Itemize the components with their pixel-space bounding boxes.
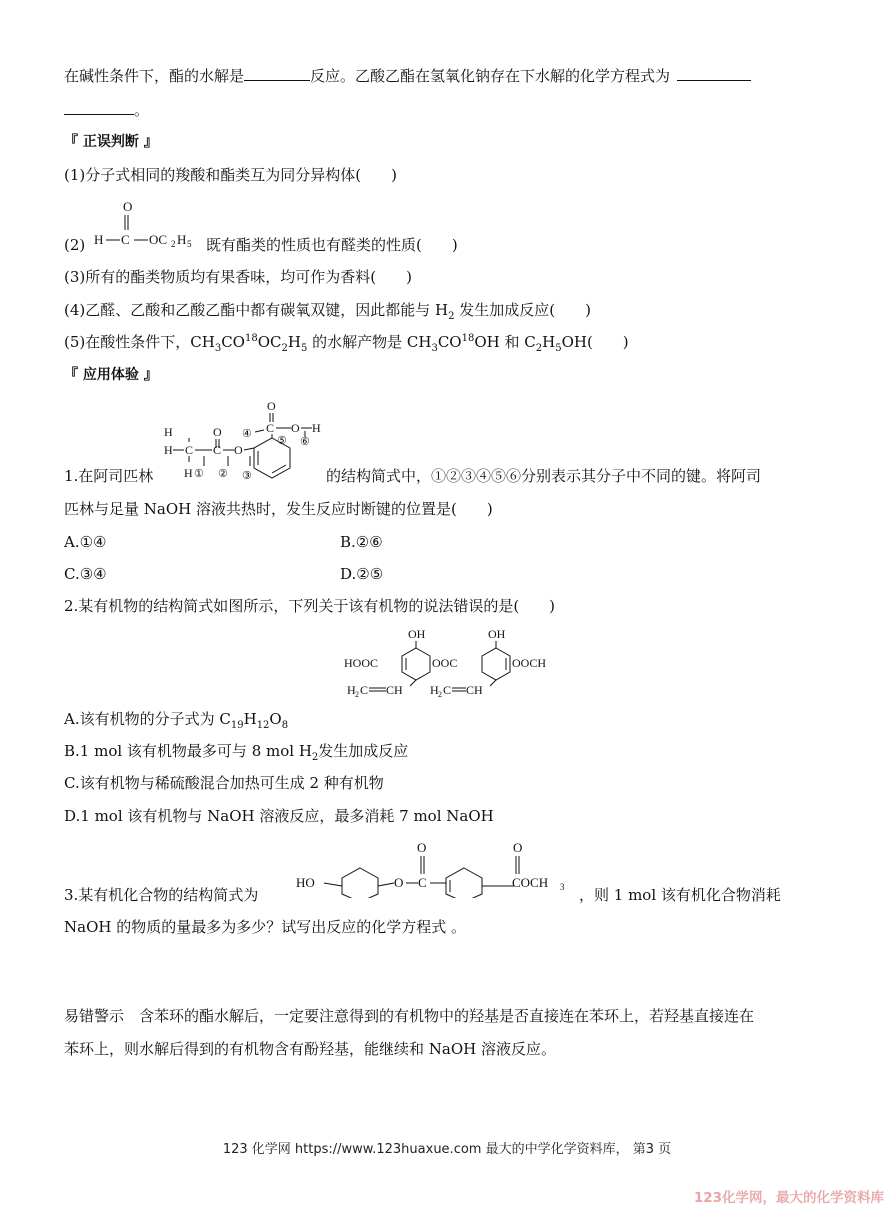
answer-blank bbox=[244, 64, 310, 81]
intro-end: 。 bbox=[134, 101, 150, 119]
svg-text:⑥: ⑥ bbox=[300, 436, 310, 448]
q2-option-d: D.1 mol 该有机物与 NaOH 溶液反应，最多消耗 7 mol NaOH bbox=[64, 807, 494, 825]
intro-text-a: 在碱性条件下，酯的水解是 bbox=[64, 67, 245, 85]
intro-line-1 bbox=[64, 64, 751, 87]
q2-option-a-text: A.该有机物的分子式为 C bbox=[64, 710, 231, 728]
q2-option-b-end: 发生加成反应 bbox=[318, 742, 409, 760]
section-heading-judge: 『 正误判断 』 bbox=[64, 134, 158, 150]
svg-text:H: H bbox=[312, 421, 321, 435]
svg-text:C: C bbox=[266, 421, 275, 435]
svg-text:C: C bbox=[360, 683, 369, 697]
question-3-line-1a: 3.某有机化合物的结构简式为 bbox=[64, 886, 259, 904]
judge-item-5-mid: 的水解产物是 CH bbox=[312, 333, 432, 351]
question-3-structure bbox=[294, 838, 576, 898]
svg-text:OC: OC bbox=[149, 232, 168, 247]
svg-text:②: ② bbox=[218, 468, 228, 480]
judge-item-1: (1)分子式相同的羧酸和酯类互为同分异构体( ) bbox=[64, 166, 397, 184]
svg-text:①: ① bbox=[194, 468, 204, 480]
svg-text:④: ④ bbox=[242, 428, 252, 440]
svg-text:⑤: ⑤ bbox=[277, 435, 287, 447]
svg-text:O: O bbox=[417, 840, 427, 855]
warning-line-1: 易错警示 含苯环的酯水解后，一定要注意得到的有机物中的羟基是否直接连在苯环上，若羟基直接连在 bbox=[64, 1007, 755, 1025]
svg-text:H: H bbox=[164, 443, 173, 457]
q1-option-b: B.②⑥ bbox=[340, 533, 383, 551]
judge-item-2-text: 既有酯类的性质也有醛类的性质( ) bbox=[206, 236, 458, 254]
judge-item-3: (3)所有的酯类物质均有果香味，均可作为香料( ) bbox=[64, 268, 412, 286]
svg-text:OH: OH bbox=[488, 627, 506, 641]
question-2: 2.某有机物的结构简式如图所示，下列关于该有机物的说法错误的是( ) bbox=[64, 597, 556, 615]
ethyl-formate-structure bbox=[92, 196, 204, 256]
svg-text:H: H bbox=[430, 683, 439, 697]
judge-item-2-number: (2) bbox=[64, 236, 86, 254]
answer-blank bbox=[64, 98, 134, 115]
svg-text:O: O bbox=[234, 443, 243, 457]
question-1-line-1a: 1.在阿司匹林 bbox=[64, 467, 154, 485]
svg-text:5: 5 bbox=[187, 239, 192, 249]
question-1-line-2: 匹林与足量 NaOH 溶液共热时，发生反应时断键的位置是( ) bbox=[64, 500, 493, 518]
svg-text:O: O bbox=[123, 199, 133, 214]
svg-text:2: 2 bbox=[438, 690, 442, 699]
svg-text:C: C bbox=[121, 232, 130, 247]
judge-item-5-end: OH( ) bbox=[561, 333, 629, 351]
answer-blank bbox=[677, 64, 751, 81]
svg-text:H: H bbox=[184, 466, 193, 480]
svg-text:O: O bbox=[513, 840, 523, 855]
svg-text:O: O bbox=[213, 425, 222, 439]
q1-option-a: A.①④ bbox=[64, 533, 107, 551]
svg-text:H: H bbox=[347, 683, 356, 697]
svg-text:OH: OH bbox=[408, 627, 426, 641]
question-2-structure bbox=[342, 622, 564, 702]
svg-text:CH: CH bbox=[386, 683, 403, 697]
q2-option-c: C.该有机物与稀硫酸混合加热可生成 2 种有机物 bbox=[64, 774, 384, 792]
judge-item-4-text-end: 发生加成反应( ) bbox=[459, 301, 591, 319]
svg-text:C: C bbox=[443, 683, 452, 697]
intro-text-b: 反应。乙酸乙酯在氢氧化钠存在下水解的化学方程式为 bbox=[310, 67, 671, 85]
judge-item-5: (5)在酸性条件下，$CH_3CO^{18}OC_2H_5$ 的水解产物是 $CH_3CO^{18}OH$ 和 $C_2H_5OH$( ) bbox=[64, 333, 629, 354]
svg-text:C: C bbox=[418, 875, 427, 890]
svg-text:③: ③ bbox=[242, 470, 252, 482]
judge-item-4: (4)乙醛、乙酸和乙酸乙酯中都有碳氧双键，因此都能与 $H_2$ 发生加成反应( ) bbox=[64, 301, 591, 322]
q2-option-a: A.该有机物的分子式为 $C_{19}H_{12}O_8$ bbox=[64, 710, 289, 731]
aspirin-structure bbox=[160, 394, 330, 486]
q2-option-b-text: B.1 mol 该有机物最多可与 8 mol H bbox=[64, 742, 312, 760]
warning-line-2: 苯环上，则水解后得到的有机物含有酚羟基，能继续和 NaOH 溶液反应。 bbox=[64, 1040, 556, 1058]
svg-text:OOC: OOC bbox=[432, 656, 458, 670]
judge-item-5-mid2: OH 和 C bbox=[474, 333, 536, 351]
svg-text:H: H bbox=[164, 425, 173, 439]
svg-text:OOCH: OOCH bbox=[512, 656, 547, 670]
section-heading-apply: 『 应用体验 』 bbox=[64, 367, 158, 383]
svg-text:HO: HO bbox=[296, 875, 315, 890]
svg-text:O: O bbox=[267, 399, 276, 413]
question-3-line-2: NaOH 的物质的量最多为多少？试写出反应的化学方程式 。 bbox=[64, 918, 466, 936]
svg-text:CH: CH bbox=[466, 683, 483, 697]
judge-item-2 bbox=[64, 234, 85, 256]
q2-option-b: B.1 mol 该有机物最多可与 8 mol $H_2$发生加成反应 bbox=[64, 742, 409, 763]
svg-text:3: 3 bbox=[560, 882, 565, 892]
svg-text:O: O bbox=[291, 421, 300, 435]
svg-text:2: 2 bbox=[171, 239, 176, 249]
page-footer: 123 化学网 https://www.123huaxue.com 最大的中学化学资料库， 第3 页 bbox=[222, 1142, 672, 1157]
svg-text:H: H bbox=[94, 232, 104, 247]
judge-item-4-text: (4)乙醛、乙酸和乙酸乙酯中都有碳氧双键，因此都能与 H bbox=[64, 301, 449, 319]
question-1-line-1b: 的结构简式中，①②③④⑤⑥分别表示其分子中不同的键。将阿司 bbox=[326, 467, 762, 485]
q1-option-c: C.③④ bbox=[64, 565, 107, 583]
judge-item-5-text: (5)在酸性条件下，CH bbox=[64, 333, 215, 351]
watermark: 123化学网，最大的化学资料库 bbox=[693, 1190, 884, 1206]
svg-text:HOOC: HOOC bbox=[344, 656, 379, 670]
svg-text:O: O bbox=[394, 875, 404, 890]
svg-text:C: C bbox=[213, 443, 222, 457]
question-3-line-1b: ，则 1 mol 该有机化合物消耗 bbox=[579, 886, 781, 904]
svg-text:H: H bbox=[177, 232, 187, 247]
svg-text:2: 2 bbox=[355, 690, 359, 699]
intro-line-2 bbox=[64, 98, 149, 121]
svg-text:COCH: COCH bbox=[512, 875, 549, 890]
q1-option-d: D.②⑤ bbox=[340, 565, 384, 583]
svg-text:C: C bbox=[185, 443, 194, 457]
